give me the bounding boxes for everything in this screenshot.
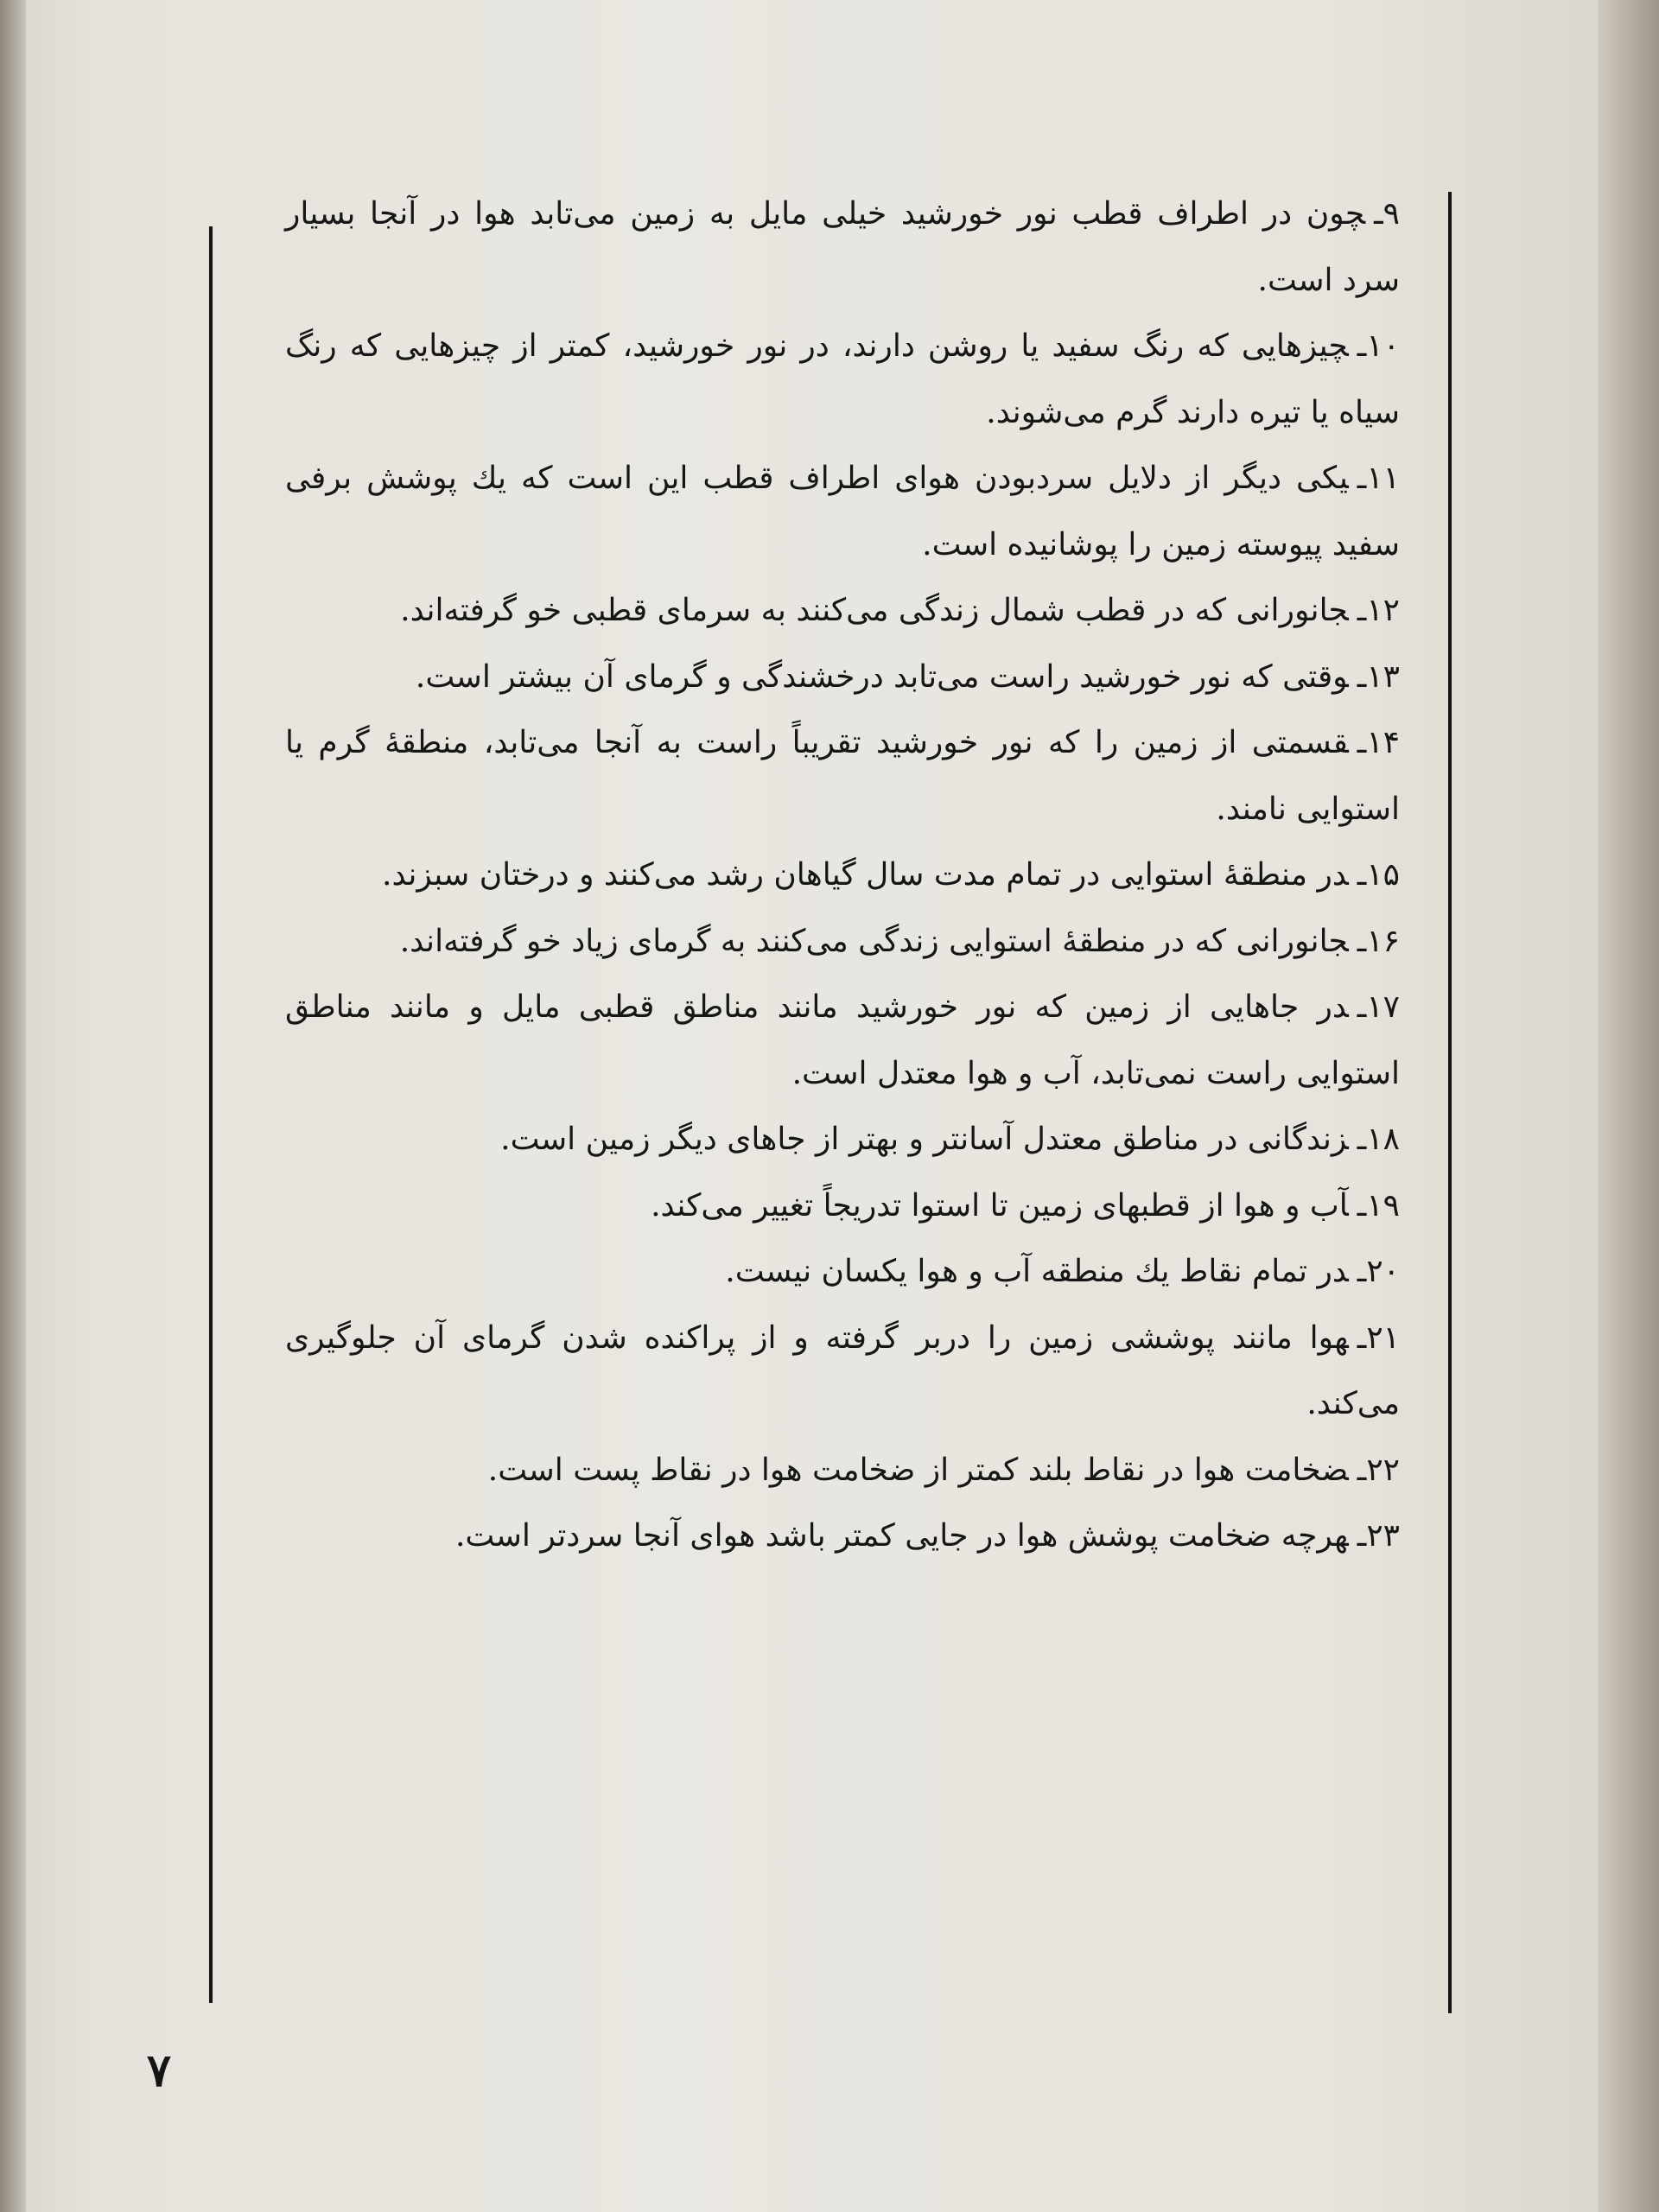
item-text: یکی دیگر از دلایل سردبودن هوای اطراف قطب این است که یك پوشش برفی سفید پیوسته زمین را پوشانیده است.	[285, 461, 1400, 563]
item-text: قسمتی از زمین را که نور خورشید تقریباً راست به آنجا می‌تابد، منطقهٔ گرم یا استوایی نامند.	[285, 725, 1400, 827]
item-text: آب و هوا از قطبهای زمین تا استوا تدریجاً تغییر می‌کند.	[651, 1187, 1349, 1224]
page-number: ۷	[147, 2044, 171, 2097]
item-text: جانورانی که در قطب شمال زندگی می‌کنند به سرمای قطبی خو گرفته‌اند.	[400, 593, 1349, 628]
item-number: ۱۰ـ	[1357, 328, 1400, 364]
item-number: ۱۲ـ	[1357, 593, 1400, 628]
list-item	[285, 1173, 1400, 1240]
item-text: چیزهایی که رنگ سفید یا روشن دارند، در نور خورشید، کمتر از چیزهایی که رنگ سیاه یا تیره دارند گرم می‌شوند.	[285, 328, 1400, 430]
page-left-edge	[0, 0, 26, 2212]
item-text: در منطقهٔ استوایی در تمام مدت سال گیاهان رشد می‌کنند و درختان سبزند.	[382, 857, 1349, 893]
item-text: وقتی که نور خورشید راست می‌تابد درخشندگی و گرمای آن بیشتر است.	[415, 658, 1349, 695]
item-number: ۱۵ـ	[1357, 857, 1400, 893]
list-item	[285, 446, 1400, 578]
list-item	[285, 578, 1400, 645]
list-item	[285, 975, 1400, 1107]
left-margin-rule	[209, 226, 213, 2003]
item-text: ضخامت هوا در نقاط بلند کمتر از ضخامت هوا در نقاط پست است.	[487, 1452, 1349, 1488]
item-text: چون در اطراف قطب نور خورشید خیلی مایل به زمین می‌تابد هوا در آنجا بسیار سرد است.	[285, 196, 1400, 298]
item-number: ۲۱ـ	[1357, 1319, 1401, 1356]
list-item	[285, 314, 1400, 446]
item-number: ۱۸ـ	[1357, 1122, 1400, 1157]
item-number: ۱۱ـ	[1357, 461, 1400, 496]
item-number: ۲۳ـ	[1357, 1518, 1400, 1554]
list-item	[285, 1503, 1400, 1570]
list-item	[285, 842, 1400, 909]
list-item	[285, 909, 1400, 976]
item-number: ۹ـ	[1374, 196, 1400, 232]
item-number: ۱۹ـ	[1357, 1187, 1400, 1224]
item-number: ۱۶ـ	[1357, 923, 1400, 959]
right-margin-rule	[1448, 192, 1452, 2013]
item-text: جانورانی که در منطقهٔ استوایی زندگی می‌کنند به گرمای زیاد خو گرفته‌اند.	[399, 923, 1349, 959]
item-number: ۲۲ـ	[1357, 1452, 1400, 1488]
item-text: در جاهایی از زمین که نور خورشید مانند مناطق قطبی مایل و مانند مناطق استوایی راست نمی‌تابد، آب و هوا معتدل است.	[285, 989, 1400, 1091]
item-number: ۱۳ـ	[1357, 658, 1400, 695]
list-item	[285, 645, 1400, 711]
item-number: ۱۴ـ	[1357, 725, 1400, 760]
list-item	[285, 1107, 1400, 1173]
list-item	[285, 1306, 1400, 1438]
item-text: در تمام نقاط یك منطقه آب و هوا یکسان نیست.	[725, 1254, 1349, 1289]
item-text: هرچه ضخامت پوشش هوا در جایی کمتر باشد هوای آنجا سردتر است.	[454, 1518, 1349, 1554]
item-text: هوا مانند پوششی زمین را دربر گرفته و از پراکنده شدن گرمای آن جلوگیری می‌کند.	[285, 1319, 1400, 1421]
item-text: زندگانی در مناطق معتدل آسانتر و بهتر از جاهای دیگر زمین است.	[500, 1122, 1349, 1157]
list-item	[285, 1438, 1400, 1504]
item-number: ۲۰ـ	[1357, 1254, 1400, 1289]
list-item	[285, 710, 1400, 842]
list-item	[285, 1239, 1400, 1306]
page-right-edge	[1599, 0, 1659, 2212]
list-item	[285, 181, 1400, 314]
text-body	[285, 181, 1400, 1570]
item-number: ۱۷ـ	[1357, 989, 1400, 1025]
